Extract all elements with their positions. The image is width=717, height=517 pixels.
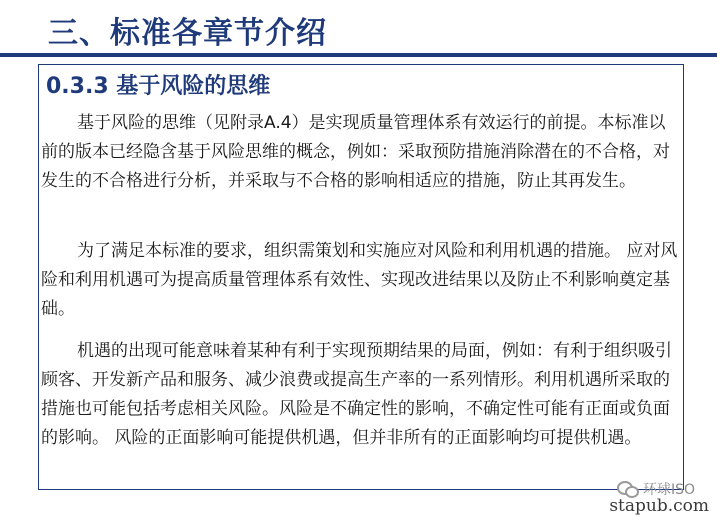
paragraph-2: 为了满足本标准的要求，组织需策划和实施应对风险和利用机遇的措施。 应对风险和利用机遇可为提高质量管理体系有效性、实现改进结果以及防止不利影响奠定基础。 (41, 241, 678, 319)
site-url: stapub.com (609, 496, 709, 516)
paragraph-3: 机遇的出现可能意味着某种有利于实现预期结果的局面，例如：有利于组织吸引顾客、开发新产品和服务、减少浪费或提高生产率的一系列情形。利用机遇所采取的措施也可能包括考虑相关风险。风险是不确定性的影响，不确定性可能有正面或负面的影响。 风险的正面影响可能提供机遇，但并非所有的正面影响均可提供机遇。 (41, 341, 672, 448)
content-box (38, 64, 684, 490)
paragraph-1: 基于风险的思维（见附录A.4）是实现质量管理体系有效运行的前提。本标准以前的版本已经隐含基于风险思维的概念，例如：采取预防措施消除潜在的不合格，对发生的不合格进行分析，并采取与不合格的影响相适应的措施，防止其再发生。 (41, 113, 670, 191)
title-divider (0, 53, 717, 57)
watermark-label: 环球ISO (642, 482, 695, 498)
section-heading: 0.3.3 基于风险的思维 (46, 74, 271, 99)
wechat-icon (617, 481, 639, 497)
slide-title: 三、标准各章节介绍 (48, 16, 327, 51)
